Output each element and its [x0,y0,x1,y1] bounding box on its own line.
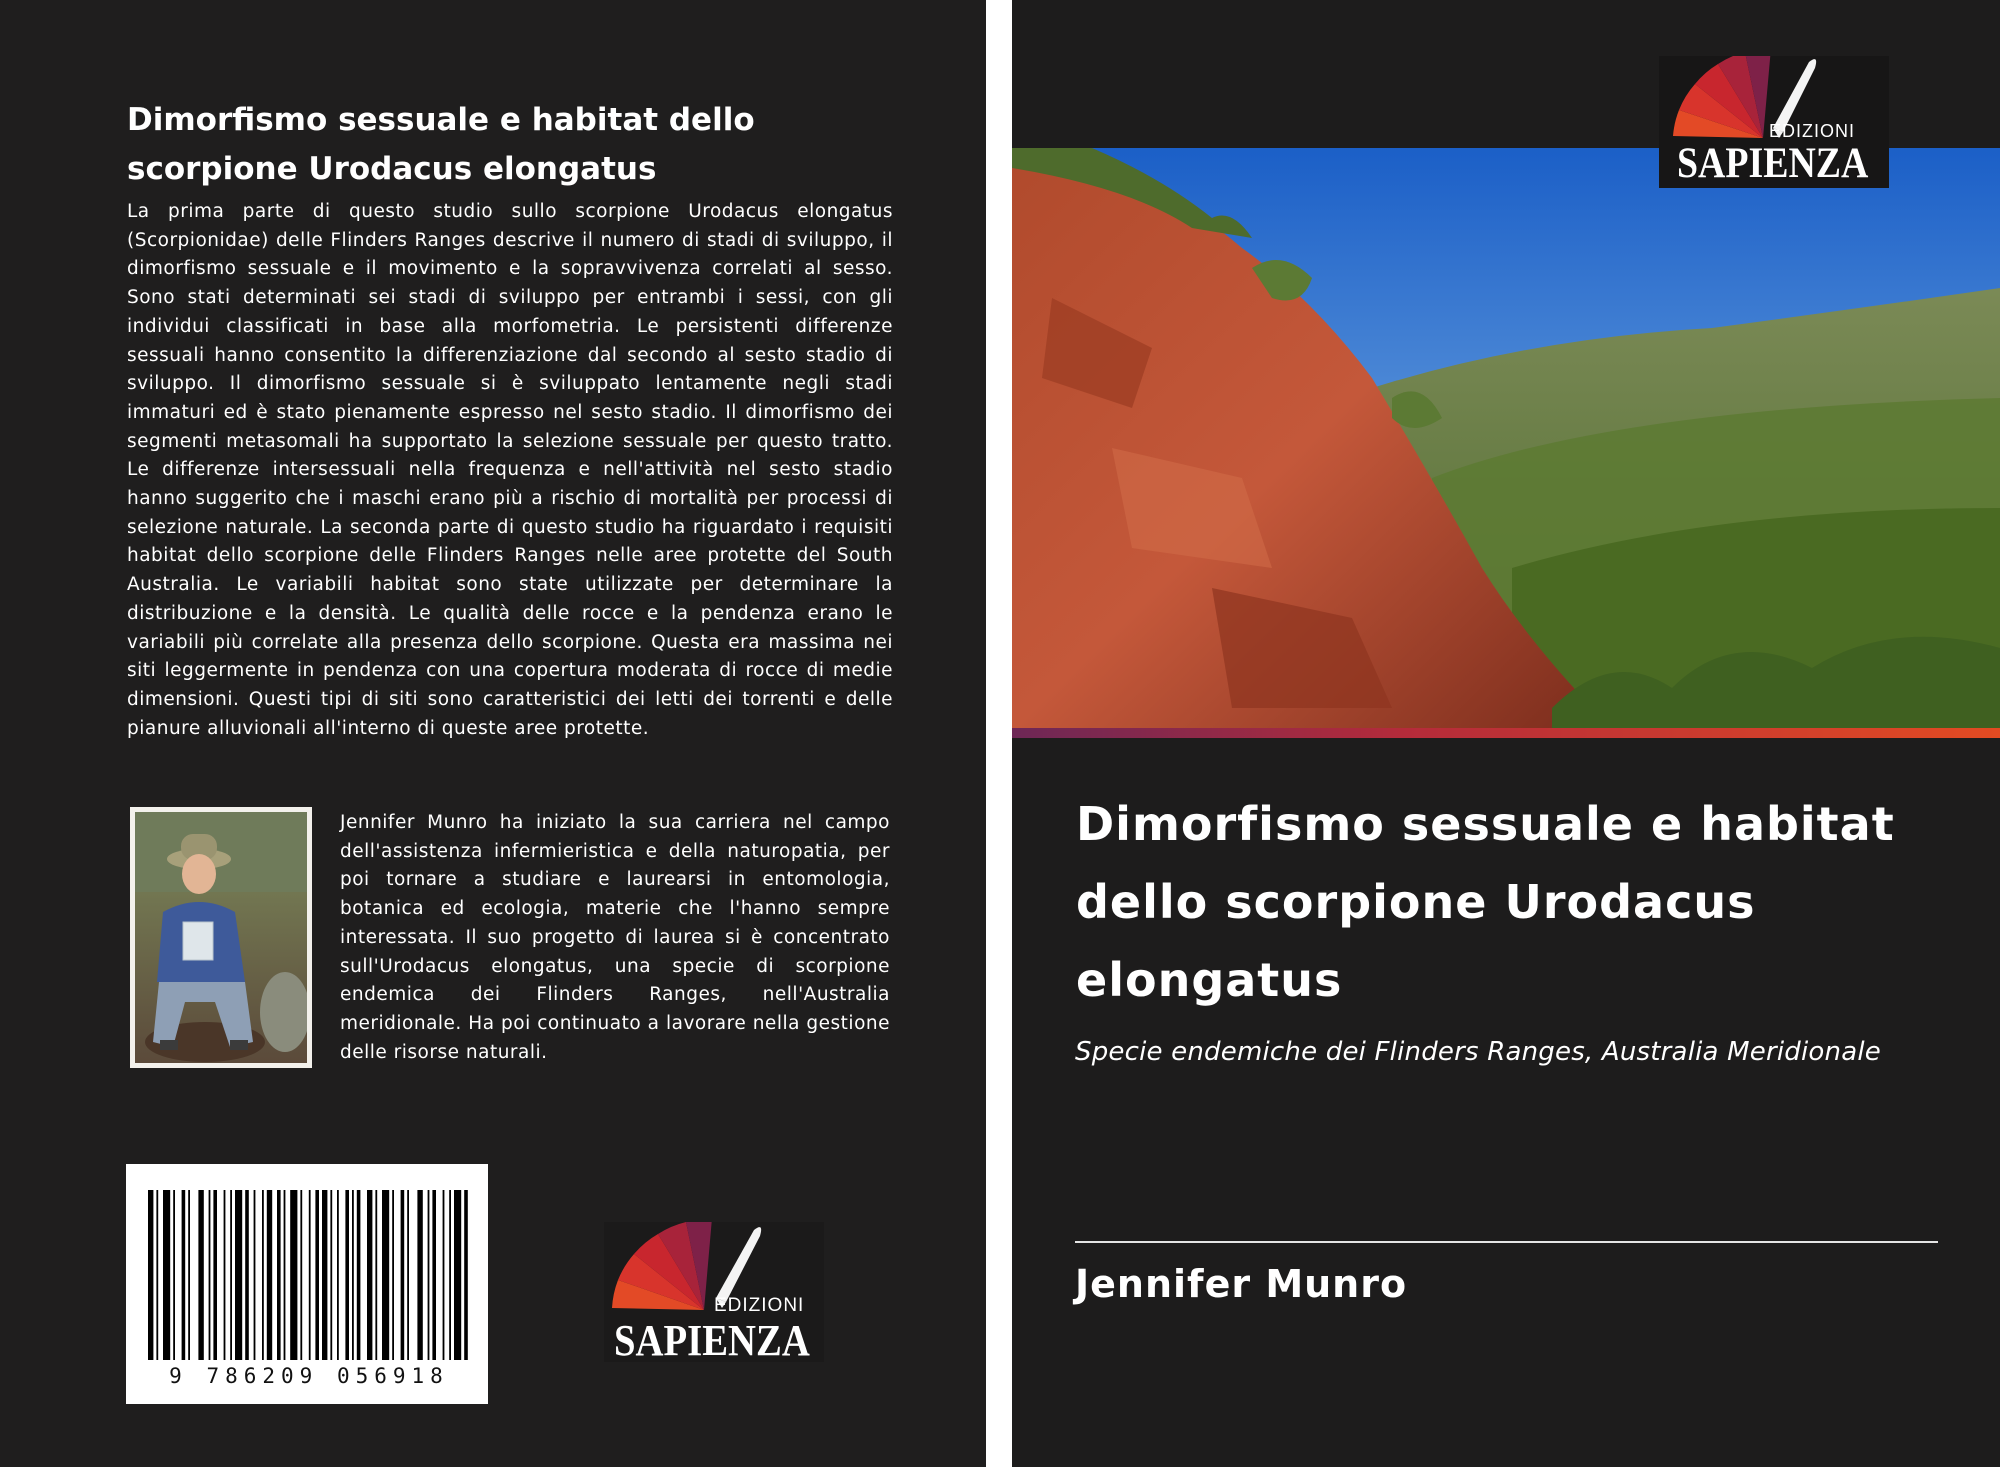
barcode-bar [309,1190,311,1360]
barcode-bar [352,1190,354,1360]
back-cover-title: Dimorfismo sessuale e habitat dello scorpione Urodacus elongatus [127,102,755,187]
publisher-edizioni-label: EDIZIONI [1769,121,1856,141]
barcode-bar [156,1190,158,1360]
barcode-bar [245,1190,249,1360]
barcode-bar [315,1190,319,1360]
barcode-bar [198,1190,203,1360]
barcode-bar [417,1190,422,1360]
publisher-logo-back [604,1222,824,1365]
barcode-bar [213,1190,217,1360]
publisher-edizioni-label: EDIZIONI [714,1295,805,1316]
barcode-bar [188,1190,190,1360]
divider-line [1075,1241,1938,1243]
barcode-bar [277,1190,281,1360]
barcode-bar [428,1190,430,1360]
barcode-bar [345,1190,349,1360]
back-cover [0,0,986,1467]
barcode-bar [432,1190,436,1360]
barcode-bar [300,1190,302,1360]
front-cover-title: Dimorfismo sessuale e habitat dello scorpione Urodacus elongatus [1076,797,1895,1007]
accent-stripe [1012,728,2000,738]
barcode-bar [148,1190,153,1360]
barcode-bar [224,1190,226,1360]
barcode-bar [209,1190,211,1360]
barcode-bar [330,1190,332,1360]
front-cover-subtitle: Specie endemiche dei Flinders Ranges, Australia Meridionale [1075,1037,1881,1067]
barcode-bar [173,1190,175,1360]
barcode-bar [357,1190,361,1360]
barcode-bar [401,1190,405,1360]
landscape-photo [1012,148,2000,728]
barcode-bar [322,1190,327,1360]
publisher-name: SAPIENZA [614,1316,810,1365]
barcode-bar [443,1190,445,1360]
barcode-bar [392,1190,394,1360]
front-cover-author: Jennifer Munro [1075,1262,1408,1306]
author-bio: Jennifer Munro ha iniziato la sua carriera nel campo dell'assistenza infermieristica e della naturopatia, per poi tornare a studiare e laurearsi in entomologia, botanica ed ecologia, materie che l'hanno sempre interessata. Il suo progetto di laurea si è concentrato sull'Urodacus elongatus, una specie di scorpione endemica dei Flinders Ranges, nell'Australia meridionale. Ha poi continuato a lavorare nella gestione delle risorse naturali. [340,812,890,1063]
publisher-logo-front [1659,56,1889,188]
barcode-bar [267,1190,272,1360]
isbn-barcode [126,1164,488,1404]
barcode-bar [382,1190,389,1360]
barcode-bar [367,1190,372,1360]
author-photo [130,807,312,1068]
barcode-bar [163,1190,170,1360]
barcode-bar [235,1190,242,1360]
barcode-bar [464,1190,468,1360]
barcode-bar [407,1190,409,1360]
barcode-bar [449,1190,451,1360]
barcode-bar [254,1190,256,1360]
barcode-bar [182,1190,186,1360]
barcode-bar [375,1190,377,1360]
isbn-number: 9 786209 056918 [169,1364,449,1388]
barcode-bar [230,1190,232,1360]
barcode-bar [337,1190,339,1360]
publisher-name: SAPIENZA [1677,140,1869,187]
barcode-bar [290,1190,297,1360]
barcode-bar [262,1190,264,1360]
barcode-bar [284,1190,286,1360]
back-cover-blurb: La prima parte di questo studio sullo scorpione Urodacus elongatus (Scorpionidae) delle Flinders Ranges descrive il numero di stadi di sviluppo, il dimorfismo sessuale e il movimento e la sopravvivenza correlati al sesso. Sono stati determinati sei stadi di sviluppo per entrambi i sessi, con gli individui classificati in base alla morfometria. Le persistenti differenze sessuali hanno consentito la differenziazione dal secondo al sesto stadio di sviluppo. Il dimorfismo sessuale si è sviluppato lentamente negli stadi immaturi ed è stato pienamente espresso nel sesto stadio. Il dimorfismo dei segmenti metasomali ha supportato la selezione sessuale per questo tratto. Le differenze intersessuali nella frequenza e nell'attività nel sesto stadio hanno suggerito che i maschi erano più a rischio di mortalità per processi di selezione naturale. La seconda parte di questo studio ha riguardato i requisiti habitat dello scorpione delle Flinders Ranges nelle aree protette del South Australia. Le variabili habitat sono state utilizzate per determinare la distribuzione e la densità. Le qualità delle rocce e la pendenza erano le variabili più correlate alla presenza dello scorpione. Questa era massima nei siti leggermente in pendenza con una copertura moderata di rocce di medie dimensioni. Questi tipi di siti sono caratteristici dei letti dei torrenti e delle pianure alluvionali all'interno di queste aree protette. [127,201,893,739]
barcode-bar [454,1190,461,1360]
